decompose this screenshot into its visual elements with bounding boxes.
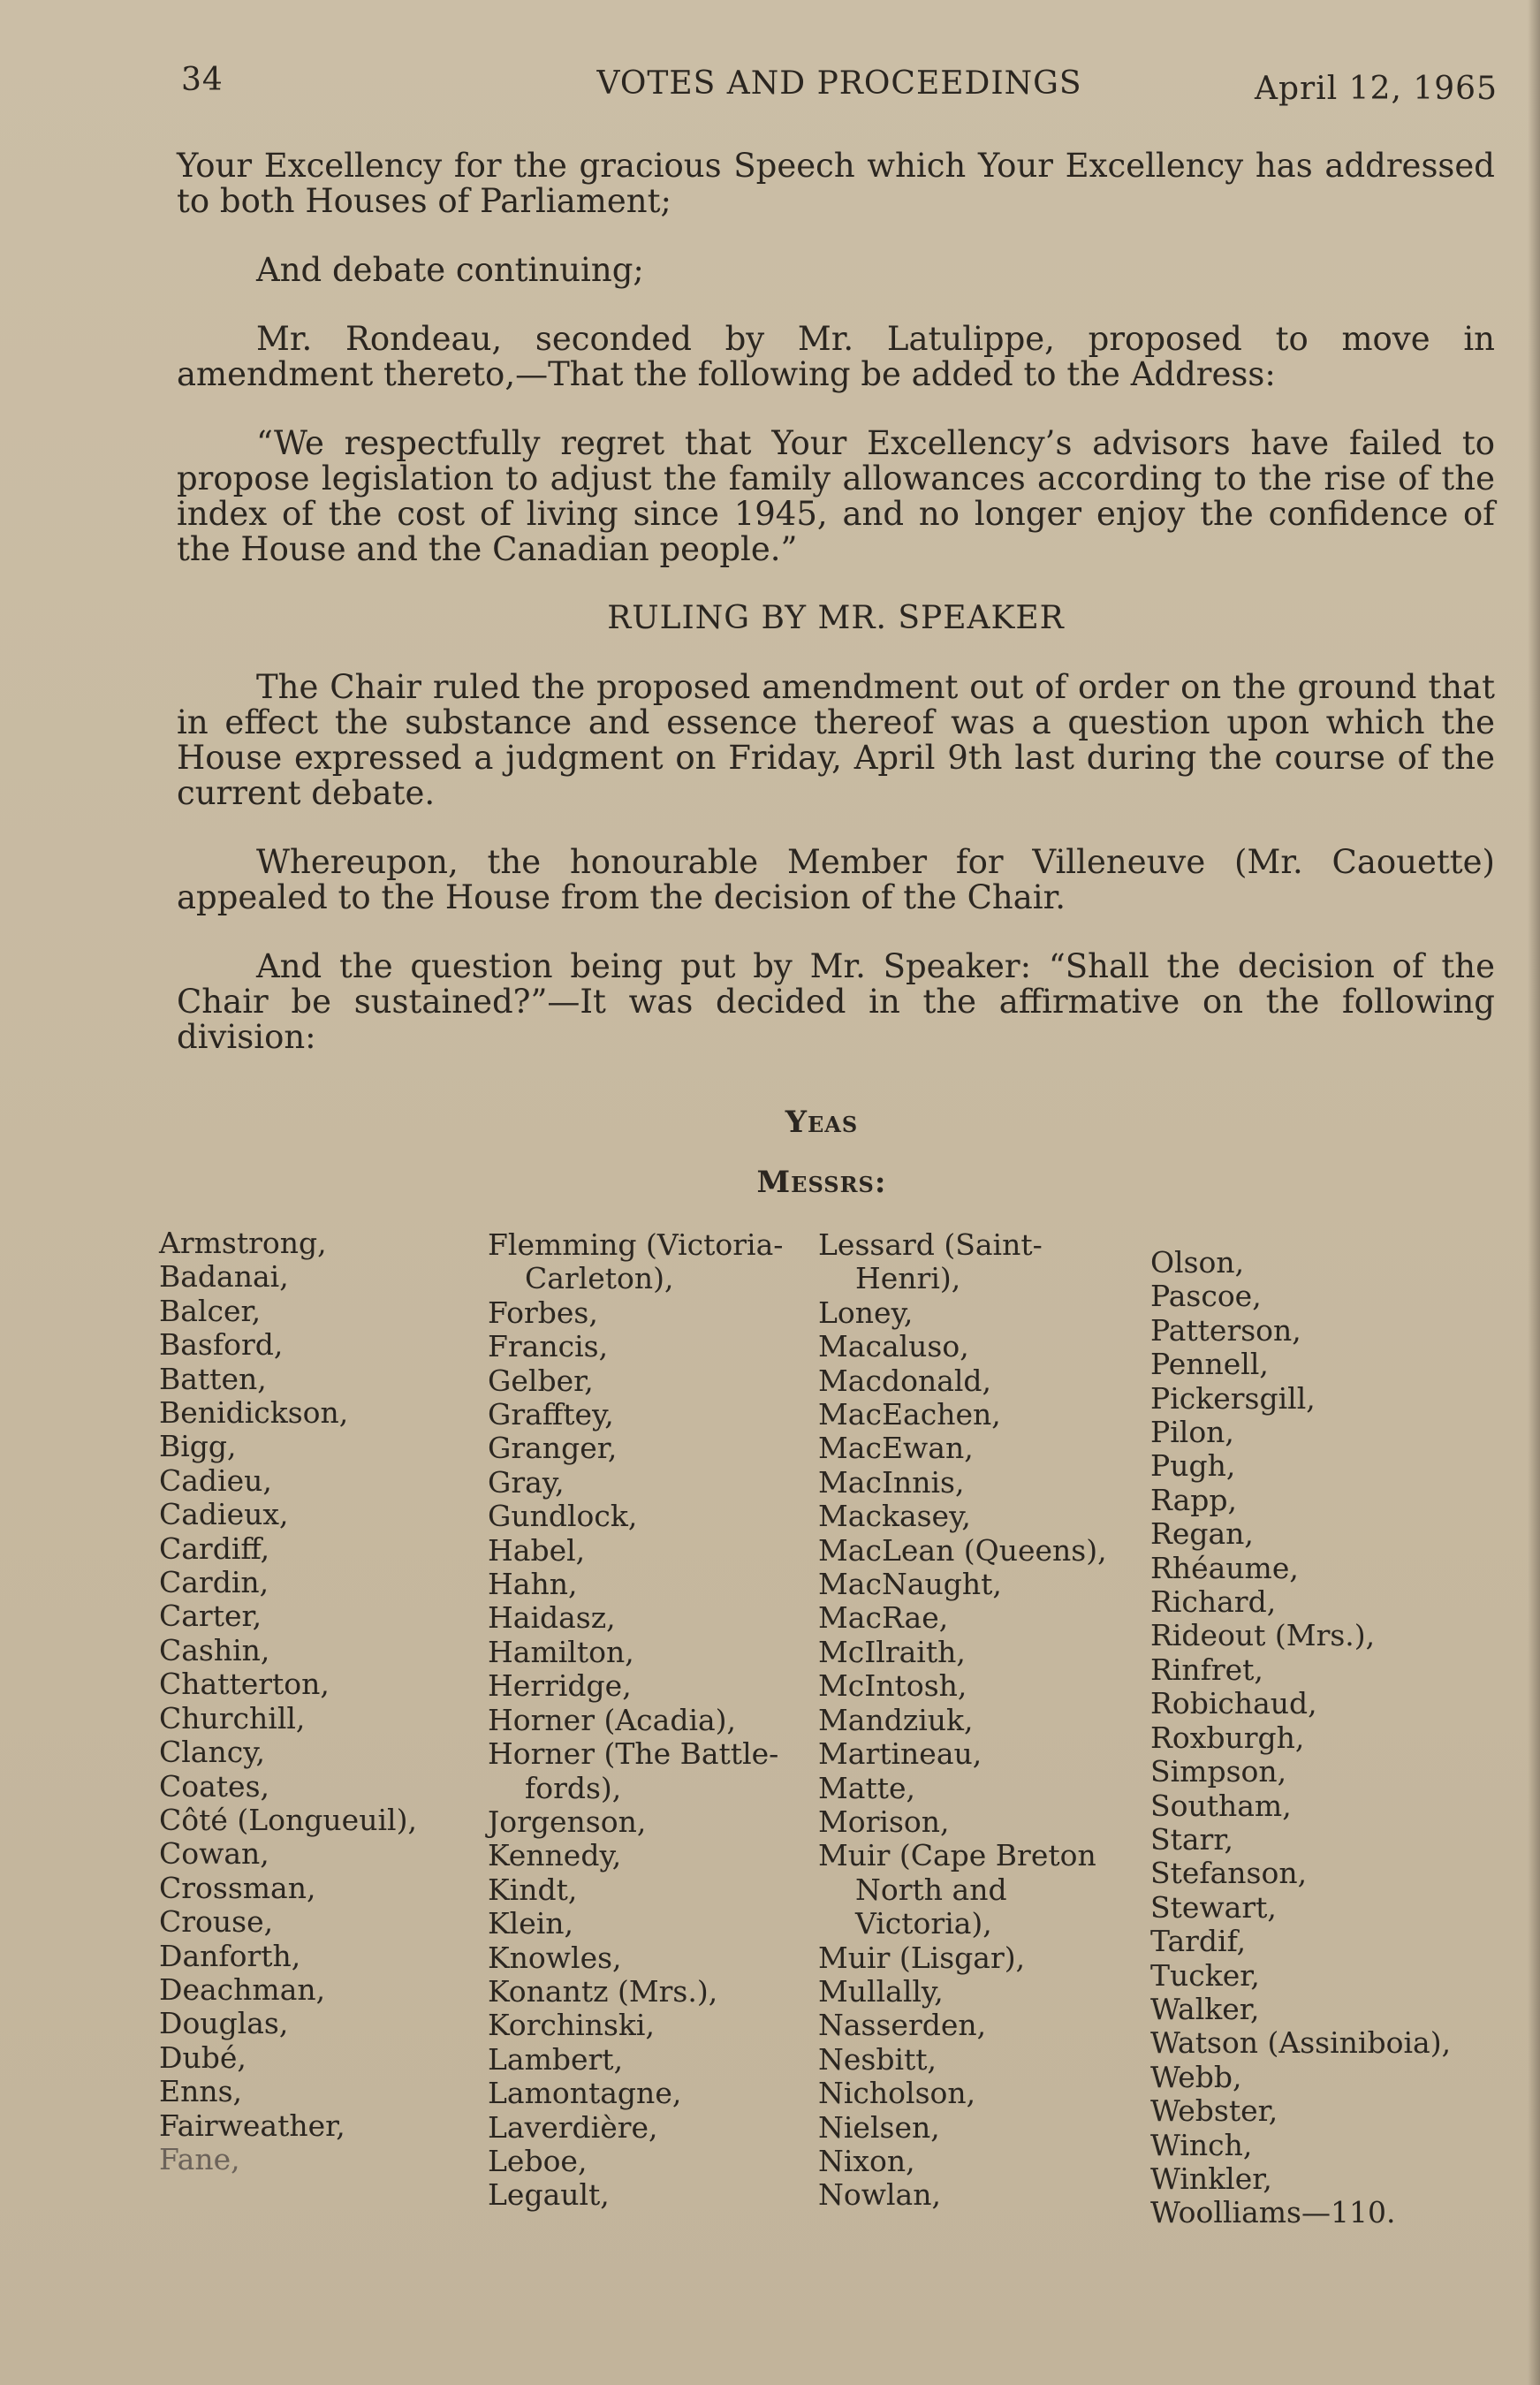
member-name: Pickersgill, <box>1150 1380 1316 1416</box>
member-name: Starr, <box>1150 1821 1233 1857</box>
member-name: Korchinski, <box>488 2008 655 2043</box>
member-name: Basford, <box>159 1327 284 1363</box>
paragraph-continuation: Your Excellency for the gracious Speech which Your Excellency has addressed to both Houses of Parliament; <box>177 147 1495 220</box>
member-name: Rinfret, <box>1150 1652 1263 1687</box>
member-name: Pilon, <box>1150 1415 1234 1450</box>
paragraph-debate: And debate continuing; <box>256 251 644 289</box>
member-name: Hahn, <box>488 1567 578 1602</box>
paragraph-amendment: Mr. Rondeau, seconded by Mr. Latulippe, proposed to move in amendment thereto,—That the following be added to the Address: <box>177 320 1495 393</box>
member-name: Nasserden, <box>818 2008 987 2043</box>
member-name: Francis, <box>488 1329 609 1364</box>
member-name: MacInnis, <box>818 1464 965 1500</box>
member-name: Watson (Assiniboia), <box>1150 2025 1452 2061</box>
member-name: Rideout (Mrs.), <box>1150 1618 1376 1653</box>
member-name: Stefanson, <box>1150 1856 1308 1891</box>
member-name: Jorgenson, <box>488 1804 647 1839</box>
member-name: Winch, <box>1150 2127 1253 2162</box>
messrs-heading: Messrs: <box>756 1165 887 1200</box>
member-name: Tucker, <box>1150 1957 1260 1993</box>
member-name: Roxburgh, <box>1150 1720 1305 1755</box>
member-name: Southam, <box>1150 1788 1292 1823</box>
member-name: Danforth, <box>159 1938 301 1973</box>
member-name: Konantz (Mrs.), <box>488 1973 718 2009</box>
member-name: Klein, <box>488 1906 574 1941</box>
member-name: Muir (Cape Breton <box>818 1838 1096 1873</box>
member-name: Nielsen, <box>818 2109 940 2145</box>
member-name: Carter, <box>159 1599 262 1634</box>
member-name: Pascoe, <box>1150 1279 1262 1314</box>
paragraph-ruling: The Chair ruled the proposed amendment out of order on the ground that in effect the substance and essence thereof was a question upon which the House expressed a judgment on Friday, April 9th last during the course of the current debate. <box>177 668 1495 812</box>
member-name: Pugh, <box>1150 1448 1236 1484</box>
member-name: Douglas, <box>159 2006 289 2041</box>
member-name: Haidasz, <box>488 1600 616 1636</box>
member-name: Mandziuk, <box>818 1702 974 1737</box>
member-name: Dubé, <box>159 2039 247 2075</box>
member-name: Mullally, <box>818 1973 944 2009</box>
member-name: Churchill, <box>159 1700 306 1736</box>
member-name: North and <box>855 1872 1007 1907</box>
member-name: Simpson, <box>1150 1754 1287 1789</box>
member-name: Fane, <box>159 2141 240 2176</box>
member-name: Woolliams—110. <box>1150 2195 1396 2230</box>
member-name: Nesbitt, <box>818 2041 937 2077</box>
member-name: Benidickson, <box>159 1395 349 1431</box>
member-name: Rapp, <box>1150 1482 1238 1517</box>
paragraph-appeal: Whereupon, the honourable Member for Villeneuve (Mr. Caouette) appealed to the House from the decision of the Chair. <box>177 843 1495 916</box>
member-name: Balcer, <box>159 1293 262 1328</box>
member-name: Patterson, <box>1150 1312 1301 1348</box>
member-name: Henri), <box>855 1261 961 1296</box>
member-name: Morison, <box>818 1804 950 1839</box>
member-name: Deachman, <box>159 1971 326 2007</box>
member-name: Kennedy, <box>488 1838 622 1873</box>
member-name: MacEachen, <box>818 1397 1001 1432</box>
body-text <box>177 148 1495 1089</box>
member-name: McIntosh, <box>818 1668 967 1704</box>
member-name: Clancy, <box>159 1735 265 1770</box>
member-name: Muir (Lisgar), <box>818 1940 1026 1975</box>
member-name: Crouse, <box>159 1904 274 1940</box>
member-name: Granger, <box>488 1431 618 1466</box>
member-name: Olson, <box>1150 1245 1245 1280</box>
names-column-1 <box>159 1227 495 2176</box>
member-name: MacLean (Queens), <box>818 1532 1107 1568</box>
member-name: Badanai, <box>159 1259 289 1295</box>
member-name: Victoria), <box>855 1906 992 1941</box>
member-name: Kindt, <box>488 1872 578 1907</box>
member-name: Mackasey, <box>818 1499 971 1534</box>
member-name: Enns, <box>159 2074 243 2109</box>
member-name: McIlraith, <box>818 1634 966 1669</box>
member-name: Horner (Acadia), <box>488 1702 737 1737</box>
member-name: Knowles, <box>488 1940 622 1975</box>
member-name: Forbes, <box>488 1295 598 1330</box>
member-name: Nowlan, <box>818 2177 941 2213</box>
member-name: Regan, <box>1150 1516 1254 1552</box>
member-name: Laverdière, <box>488 2109 658 2145</box>
member-name: Leboe, <box>488 2143 588 2178</box>
member-name: Pennell, <box>1150 1347 1269 1382</box>
member-name: Martineau, <box>818 1736 982 1772</box>
member-name: Lessard (Saint- <box>818 1227 1043 1262</box>
member-name: Winkler, <box>1150 2161 1272 2196</box>
member-name: Tardif, <box>1150 1924 1247 1959</box>
member-name: Hamilton, <box>488 1634 634 1669</box>
page-number: 34 <box>181 62 224 98</box>
member-name: Nicholson, <box>818 2076 976 2111</box>
member-name: Gelber, <box>488 1363 594 1398</box>
paragraph-question: And the question being put by Mr. Speaker: “Shall the decision of the Chair be sustained?”—It was decided in the affirmative on the following division: <box>177 947 1495 1056</box>
member-name: Bigg, <box>159 1429 237 1464</box>
member-name: Cadieux, <box>159 1497 289 1532</box>
member-name: MacEwan, <box>818 1431 974 1466</box>
member-name: Rhéaume, <box>1150 1550 1299 1585</box>
member-name: Loney, <box>818 1295 914 1330</box>
member-name: Grafftey, <box>488 1397 614 1432</box>
member-name: Chatterton, <box>159 1667 330 1702</box>
member-name: Legault, <box>488 2177 610 2213</box>
member-name: Gray, <box>488 1464 565 1500</box>
division-list <box>159 1227 1484 2243</box>
member-name: Macaluso, <box>818 1329 969 1364</box>
member-name: Cashin, <box>159 1632 270 1667</box>
member-name: Crossman, <box>159 1870 316 1905</box>
member-name: fords), <box>525 1770 622 1805</box>
member-name: Webb, <box>1150 2059 1242 2094</box>
member-name: Gundlock, <box>488 1499 638 1534</box>
member-name: MacRae, <box>818 1600 949 1636</box>
member-name: Cardiff, <box>159 1531 270 1566</box>
names-column-2 <box>488 1228 823 2213</box>
member-name: Coates, <box>159 1768 270 1804</box>
member-name: Walker, <box>1150 1991 1260 2026</box>
member-name: Matte, <box>818 1770 916 1805</box>
member-name: Nixon, <box>818 2143 915 2178</box>
member-name: Macdonald, <box>818 1363 992 1398</box>
member-name: Armstrong, <box>159 1226 327 1260</box>
ruling-heading: RULING BY MR. SPEAKER <box>607 600 1065 636</box>
names-column-4 <box>1150 1246 1486 2230</box>
member-name: Batten, <box>159 1361 267 1396</box>
member-name: Côté (Longueuil), <box>159 1802 417 1837</box>
member-name: Herridge, <box>488 1668 632 1704</box>
member-name: Stewart, <box>1150 1889 1277 1925</box>
member-name: Robichaud, <box>1150 1686 1317 1721</box>
member-name: Carleton), <box>525 1261 674 1296</box>
header-date: April 12, 1965 <box>1254 71 1498 107</box>
member-name: Cowan, <box>159 1836 269 1872</box>
member-name: MacNaught, <box>818 1567 1002 1602</box>
member-name: Flemming (Victoria- <box>488 1227 784 1262</box>
member-name: Horner (The Battle- <box>488 1736 779 1772</box>
member-name: Habel, <box>488 1532 586 1568</box>
page-header <box>181 62 1498 115</box>
yeas-heading: Yeas <box>785 1105 859 1140</box>
member-name: Lambert, <box>488 2041 624 2077</box>
paragraph-amendment-text: “We respectfully regret that Your Excellency’s advisors have failed to propose legislation to adjust the family allowances according to the rise of the index of the cost of living since 1945, and no longer enjoy the confidence of the House and the Canadian people.” <box>177 424 1495 568</box>
names-column-3 <box>818 1228 1154 2213</box>
member-name: Cardin, <box>159 1565 269 1600</box>
member-name: Webster, <box>1150 2093 1278 2129</box>
member-name: Richard, <box>1150 1584 1277 1620</box>
member-name: Cadieu, <box>159 1462 272 1498</box>
member-name: Fairweather, <box>159 2108 345 2143</box>
running-title: VOTES AND PROCEEDINGS <box>596 65 1082 102</box>
member-name: Lamontagne, <box>488 2076 682 2111</box>
